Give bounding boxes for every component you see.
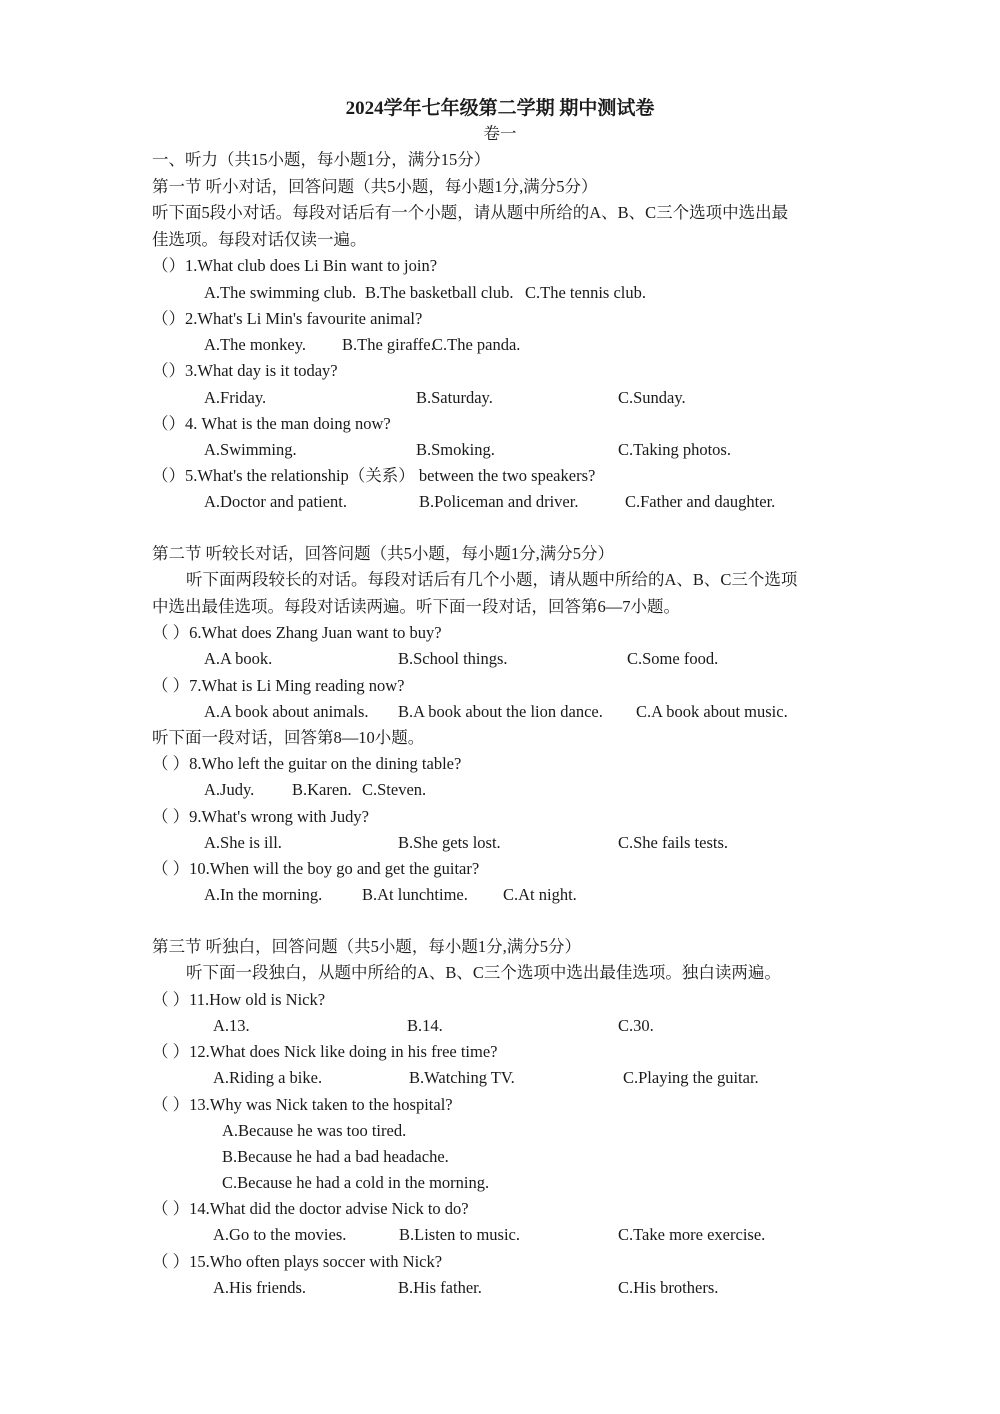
question-stem: （ ）12.What does Nick like doing in his free time?: [152, 1042, 498, 1061]
option-c: C.His brothers.: [618, 1278, 719, 1297]
question-stem: （ ）13.Why was Nick taken to the hospital?: [152, 1095, 453, 1114]
question-stem: （）2.What's Li Min's favourite animal?: [152, 309, 423, 328]
section1-instruction-line2: 佳选项。每段对话仅读一遍。: [152, 230, 367, 249]
question-stem: （）5.What's the relationship（关系） between the two speakers?: [152, 466, 596, 485]
section1-instruction-line1: 听下面5段小对话。每段对话后有一个小题，请从题中所给的A、B、C三个选项中选出最: [152, 203, 789, 222]
option-a: A.The swimming club.: [204, 283, 357, 302]
option-a: A.She is ill.: [204, 833, 282, 852]
section2-heading: 第二节 听较长对话，回答问题（共5小题，每小题1分,满分5分）: [152, 544, 614, 563]
option-c: C.Because he had a cold in the morning.: [222, 1173, 490, 1192]
option-c: C.Some food.: [627, 649, 719, 668]
option-a: A.Friday.: [204, 388, 267, 407]
section1-heading: 第一节 听小对话，回答问题（共5小题，每小题1分,满分5分）: [152, 177, 598, 196]
option-a: A.Judy.: [204, 780, 255, 799]
option-b: B.She gets lost.: [398, 833, 501, 852]
option-a: A.Swimming.: [204, 440, 297, 459]
option-c: C.Take more exercise.: [618, 1225, 766, 1244]
option-c: C.Sunday.: [618, 388, 686, 407]
option-c: C.The tennis club.: [525, 283, 646, 302]
option-c: C.Playing the guitar.: [623, 1068, 759, 1087]
option-c: C.Taking photos.: [618, 440, 731, 459]
option-a: A.His friends.: [213, 1278, 307, 1297]
option-c: C.Steven.: [362, 780, 427, 799]
option-b: B.Watching TV.: [409, 1068, 515, 1087]
question-stem: （ ）11.How old is Nick?: [152, 990, 326, 1009]
section3-heading: 第三节 听独白，回答问题（共5小题，每小题1分,满分5分）: [152, 937, 581, 956]
section2-instruction-line1: 听下面两段较长的对话。每段对话后有几个小题，请从题中所给的A、B、C三个选项: [186, 570, 798, 589]
option-a: A.A book.: [204, 649, 273, 668]
section3-instruction-line1: 听下面一段独白，从题中所给的A、B、C三个选项中选出最佳选项。独白读两遍。: [186, 963, 781, 982]
option-b: B.Saturday.: [416, 388, 493, 407]
question-stem: （ ）15.Who often plays soccer with Nick?: [152, 1252, 443, 1271]
section2-instruction-line3: 听下面一段对话，回答第8—10小题。: [152, 728, 425, 747]
part-heading-listening: 一、听力（共15小题，每小题1分，满分15分）: [152, 150, 491, 169]
option-b: B.The basketball club.: [365, 283, 514, 302]
option-a: A.In the morning.: [204, 885, 323, 904]
question-stem: （ ）10.When will the boy go and get the guitar?: [152, 859, 480, 878]
option-b: B.14.: [407, 1016, 443, 1035]
option-c: C.She fails tests.: [618, 833, 728, 852]
option-a: A.Go to the movies.: [213, 1225, 347, 1244]
option-b: B.Policeman and driver.: [419, 492, 579, 511]
option-a: A.Riding a bike.: [213, 1068, 323, 1087]
option-b: B.A book about the lion dance.: [398, 702, 603, 721]
option-b: B.His father.: [398, 1278, 482, 1297]
option-c: C.Father and daughter.: [625, 492, 776, 511]
option-a: A.Doctor and patient.: [204, 492, 347, 511]
option-b: B.Karen.: [292, 780, 352, 799]
option-a: A.The monkey.: [204, 335, 307, 354]
option-b: B.At lunchtime.: [362, 885, 468, 904]
question-stem: （）4. What is the man doing now?: [152, 414, 391, 433]
option-b: B.Because he had a bad headache.: [222, 1147, 449, 1166]
option-a: A.Because he was too tired.: [222, 1121, 407, 1140]
option-b: B.School things.: [398, 649, 508, 668]
exam-subtitle: 卷一: [483, 124, 517, 143]
option-c: C.A book about music.: [636, 702, 788, 721]
option-a: A.13.: [213, 1016, 250, 1035]
option-b: B.The giraffe.: [342, 335, 435, 354]
question-stem: （ ）6.What does Zhang Juan want to buy?: [152, 623, 442, 642]
question-stem: （ ）8.Who left the guitar on the dining table?: [152, 754, 462, 773]
option-c: C.At night.: [503, 885, 577, 904]
question-stem: （）1.What club does Li Bin want to join?: [152, 256, 438, 275]
option-b: B.Smoking.: [416, 440, 495, 459]
exam-title: 2024学年七年级第二学期 期中测试卷: [345, 98, 655, 119]
option-c: C.The panda.: [432, 335, 521, 354]
question-stem: （ ）7.What is Li Ming reading now?: [152, 676, 405, 695]
option-a: A.A book about animals.: [204, 702, 369, 721]
option-c: C.30.: [618, 1016, 654, 1035]
option-b: B.Listen to music.: [399, 1225, 520, 1244]
question-stem: （ ）9.What's wrong with Judy?: [152, 807, 369, 826]
section2-instruction-line2: 中选出最佳选项。每段对话读两遍。听下面一段对话，回答第6—7小题。: [152, 597, 680, 616]
question-stem: （ ）14.What did the doctor advise Nick to do?: [152, 1199, 469, 1218]
question-stem: （）3.What day is it today?: [152, 361, 338, 380]
